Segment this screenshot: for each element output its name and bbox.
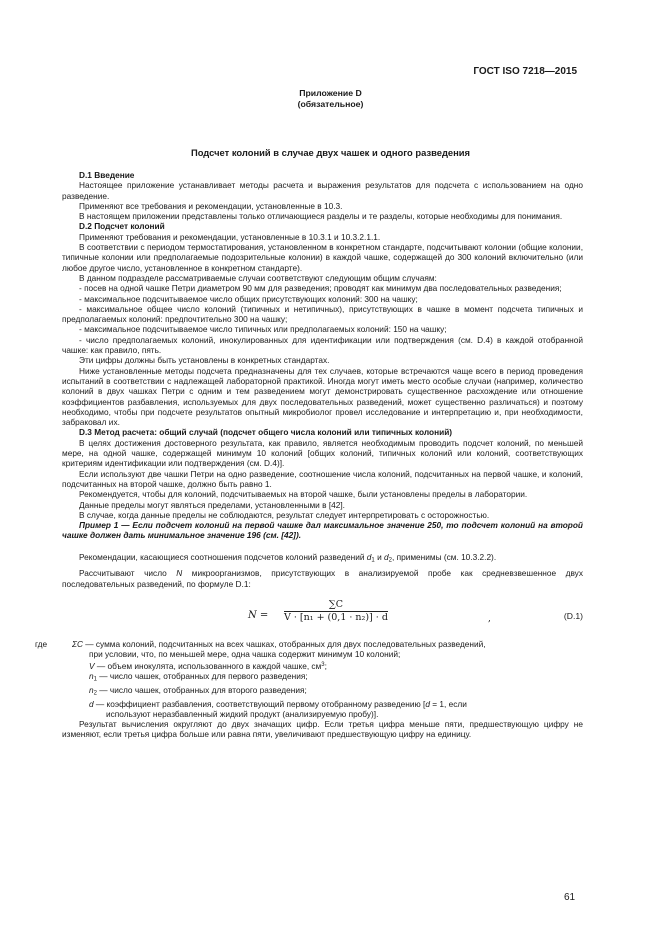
paragraph: В целях достижения достоверного результата, как правило, является необходимым проводить подсчет колоний, по меньшей мере, на одной чашке, содержащей минимум 10 колоний [общих колоний, типичных колоний или колоний, соответствующих критериям идентификации или подтверждения (см. D.4)]. <box>62 437 583 469</box>
d2-heading: D.2 Подсчет колоний <box>79 221 165 232</box>
list-item: - максимальное подсчитываемое число общих присутствующих колоний: 300 на чашку; <box>79 293 418 304</box>
definition-sum-c-cont: при условии, что, по меньшей мере, одна чашка содержит минимум 10 колоний; <box>89 649 401 660</box>
formula-number: (D.1) <box>563 611 583 622</box>
document-body <box>35 170 583 740</box>
d3-heading: D.3 Метод расчета: общий случай (подсчет общего числа колоний или типичных колоний) <box>79 427 453 438</box>
formula-lhs: N = <box>248 610 269 622</box>
paragraph: Рекомендуется, чтобы для колоний, подсчитываемых на второй чашке, были установлены пределы в лаборатории. <box>79 489 528 500</box>
paragraph: В соответствии с периодом термостатирования, установленном в конкретном стандарте, подсчитывают колонии (общие колонии, типичные колонии или предполагаемые подозрительные колонии) в каждой чашке, содержащей до 300 колоний включительно (или любое другое число, установленное в конкретном стандарте). <box>62 242 583 273</box>
variable-definitions <box>35 639 583 719</box>
formula-numerator: ∑C <box>328 599 343 611</box>
paragraph: В случае, когда данные пределы не соблюдаются, результат следует интерпретировать с осторожностью. <box>79 509 490 520</box>
formula-denominator: V · [n₁ + (0,1 · n₂)] · d <box>284 612 388 624</box>
list-item: - максимальное общее число колоний (типичных и нетипичных), присутствующих в чашке в момент подсчета типичных и предполагаемых колоний: предпочтительно 300 на чашку; <box>62 303 583 325</box>
list-item: - максимальное подсчитываемое число типичных или предполагаемых колоний: 150 на чашку; <box>79 324 447 335</box>
paragraph-calculation: Рассчитывают число N микроорганизмов, присутствующих в анализируемой пробе как средневзвешенное двух последовательных разведений, по формуле D.1: <box>62 568 583 589</box>
annex-heading <box>0 88 661 110</box>
d1-heading: D.1 Введение <box>79 170 135 180</box>
example-1: Пример 1 — Если подсчет колоний на первой чашке дал максимальное значение 250, то подсчет колоний на второй чашке должен дать минимальное значение 196 (см. [42]). <box>62 520 583 541</box>
where-label: где <box>35 639 48 650</box>
paragraph: Настоящее приложение устанавливает методы расчета и выражения результатов для подсчета с использованием на одно разведение. <box>62 180 583 201</box>
annex-title: Приложение D <box>299 88 362 98</box>
paragraph: Эти цифры должны быть установлены в конкретных стандартах. <box>79 355 330 366</box>
definition-n1: $n_1$ — число чашек, отобранных для первого разведения; <box>89 670 308 683</box>
formula-comma: , <box>488 614 491 625</box>
definition-v: V — объем инокулята, использованного в каждой чашке, $см^3$; <box>89 660 327 671</box>
definition-d-cont: используют неразбавленный жидкий продукт (анализируемую пробу)]. <box>106 708 379 719</box>
list-item: - число предполагаемых колоний, инокулированных для идентификации или подтверждения (см. D.4) в каждой отобранной чашке: как правило, пять. <box>62 334 583 356</box>
page-number: 61 <box>564 892 576 903</box>
paragraph: Если используют две чашки Петри на одно разведение, соотношение числа колоний, подсчитанных на первой чашке, и колоний, подсчитанных на второй чашке, должно быть равно 1. <box>62 468 583 489</box>
list-item: - посев на одной чашке Петри диаметром 90 мм для разведения; проводят как минимум два последовательных разведения; <box>79 283 562 294</box>
definition-n2: $n_2$ — число чашек, отобранных для второго разведения; <box>89 684 307 697</box>
definition-sum-c: ΣC — сумма колоний, подсчитанных на всех чашках, отобранных для двух последовательных разведений, <box>72 639 486 650</box>
paragraph: Применяют требования и рекомендации, установленные в 10.3.1 и 10.3.2.1.1. <box>79 231 381 242</box>
standard-header: ГОСТ ISO 7218—2015 <box>473 66 577 77</box>
formula-fraction <box>284 600 388 624</box>
definition-d: d — коэффициент разбавления, соответствующий первому отобранному разведению [d = 1, если <box>89 698 467 709</box>
paragraph: В данном подразделе рассматриваемые случаи соответствуют следующим общим случаям: <box>79 272 437 283</box>
paragraph: В настоящем приложении представлены только отличающиеся разделы и те разделы, которые необходимы для понимания. <box>79 211 563 222</box>
paragraph: Данные пределы могут являться пределами, установленными в [42]. <box>79 499 345 510</box>
paragraph: Ниже установленные методы подсчета предназначены для тех случаев, которые встречаются чаще всего в период проведения испытаний в соответствии с надлежащей лабораторной практикой. Иногда могут иметь место особые случаи (например, количество колоний в двух чашках Петри с одним и тем разведением могут демонстрировать существенное расхождение или отношение коэффициентов разбавления, используемых для двух последовательных разведений, может существенно различаться) и поэтому необходимо, чтобы при подсчете результатов опытный микробиолог провел исследование и интерпретацию и, при необходимости, забраковал их. <box>62 365 583 428</box>
paragraph-result: Результат вычисления округляют до двух значащих цифр. Если третья цифра меньше пяти, предшествующую цифру не изменяют, если третья цифра больше или равна пяти, увеличивают предшествующую цифру на единицу. <box>62 719 583 740</box>
annex-status: (обязательное) <box>297 99 364 109</box>
section-title: Подсчет колоний в случае двух чашек и одного разведения <box>190 147 471 158</box>
formula-d1 <box>62 597 583 633</box>
paragraph-recommendation: Рекомендации, касающиеся соотношения подсчетов колоний разведений $d_1$ и $d_2$, применимы (см. 10.3.2.2). <box>79 551 497 564</box>
paragraph: Применяют все требования и рекомендации, установленные в 10.3. <box>79 200 343 211</box>
